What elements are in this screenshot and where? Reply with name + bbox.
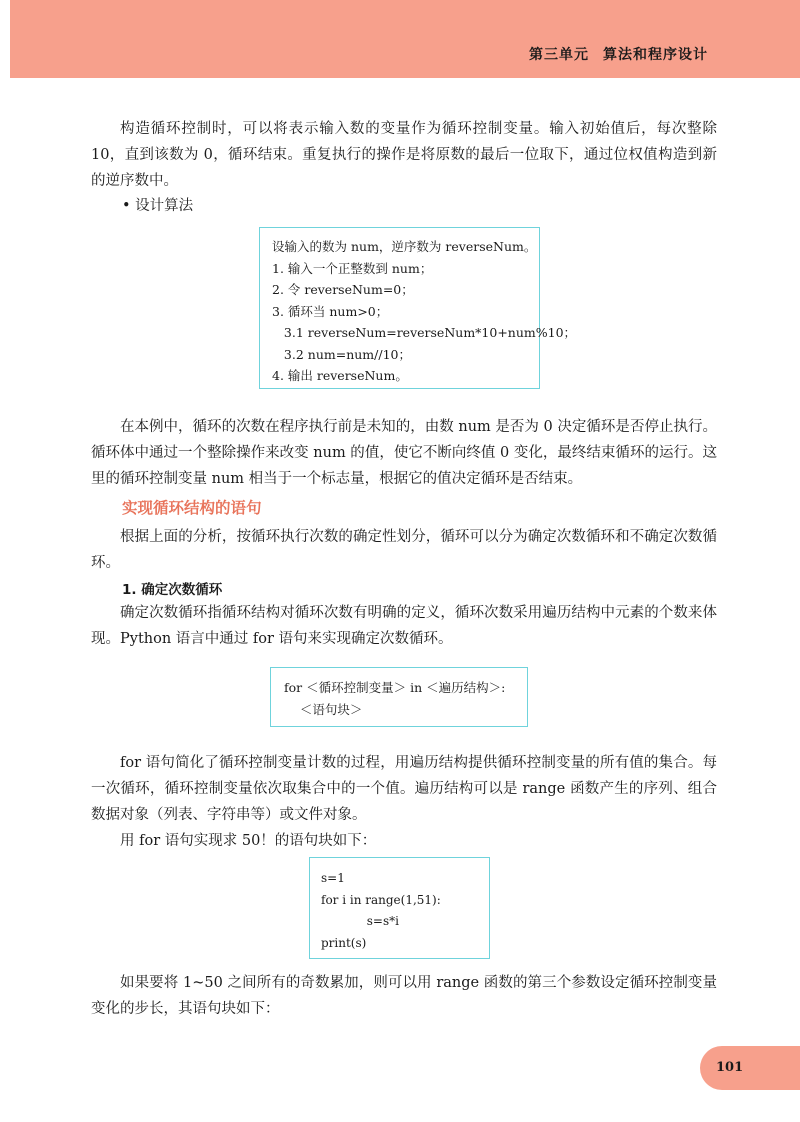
algorithm-line: 1. 输入一个正整数到 num； [272,260,433,276]
algorithm-line: 设输入的数为 num，逆序数为 reverseNum。 [272,239,537,254]
code-line: s=s*i [321,914,399,928]
code-line: s=1 [321,871,345,885]
algorithm-line: 3.2 num=num//10； [272,346,411,362]
algorithm-line: 2. 令 reverseNum=0； [272,282,414,297]
algorithm-box [259,227,577,389]
algorithm-line: 4. 输出 reverseNum。 [272,368,408,383]
page-number-tab [700,1046,800,1090]
syntax-line: ＜语句块＞ [284,701,363,717]
syntax-line: for ＜循环控制变量＞ in ＜遍历结构＞: [284,680,506,695]
section-heading: 实现循环结构的语句 [122,499,262,517]
code-line: for i in range(1,51): [321,892,441,907]
code-box [309,857,490,959]
paragraph-loop-analysis: 在本例中，循环的次数在程序执行前是未知的，由数 num 是否为 0 决定循环是否停止执行。循环体中通过一个整除操作来改变 num 的值，使它不断向终值 0 变化，最终结束循环的运行。这里的循环控制变量 num 相当于一个标志量，根据它的值决定循环是否结束。 [91,419,717,487]
paragraph-odd-sum: 如果要将 1~50 之间所有的奇数累加，则可以用 range 函数的第三个参数设定循环控制变量变化的步长，其语句块如下： [91,975,717,1017]
chapter-title: 算法和程序设计 [603,47,708,63]
algorithm-line: 3. 循环当 num>0； [272,303,389,319]
sub-heading-definite-loop: 1. 确定次数循环 [122,582,223,598]
paragraph-for-statement: for 语句简化了循环控制变量计数的过程，用遍历结构提供循环控制变量的所有值的集合。每一次循环，循环控制变量依次取集合中的一个值。遍历结构可以是 range 函数产生的序列、组合数据对象（列表、字符串等）或文件对象。 [91,755,717,823]
running-header [529,44,708,64]
header-band [10,0,800,78]
paragraph-loop-classification: 根据上面的分析，按循环执行次数的确定性划分，循环可以分为确定次数循环和不确定次数循环。 [91,529,717,571]
algorithm-line: 3.1 reverseNum=reverseNum*10+num%10； [272,325,577,340]
paragraph-definite-loop: 确定次数循环指循环结构对循环次数有明确的定义，循环次数采用遍历结构中元素的个数来体现。Python 语言中通过 for 语句来实现确定次数循环。 [91,605,717,647]
paragraph-loop-control: 构造循环控制时，可以将表示输入数的变量作为循环控制变量。输入初始值后，每次整除 10，直到该数为 0，循环结束。重复执行的操作是将原数的最后一位取下，通过位权值构造到新的逆序数中。 [91,121,717,189]
bullet-design-algorithm: • 设计算法 [122,198,194,214]
code-line: print(s) [321,935,367,950]
page-number: 101 [716,1060,744,1075]
unit-label: 第三单元 [529,47,589,63]
paragraph-for-example-intro: 用 for 语句实现求 50！的语句块如下： [120,833,377,849]
syntax-box [270,667,528,727]
